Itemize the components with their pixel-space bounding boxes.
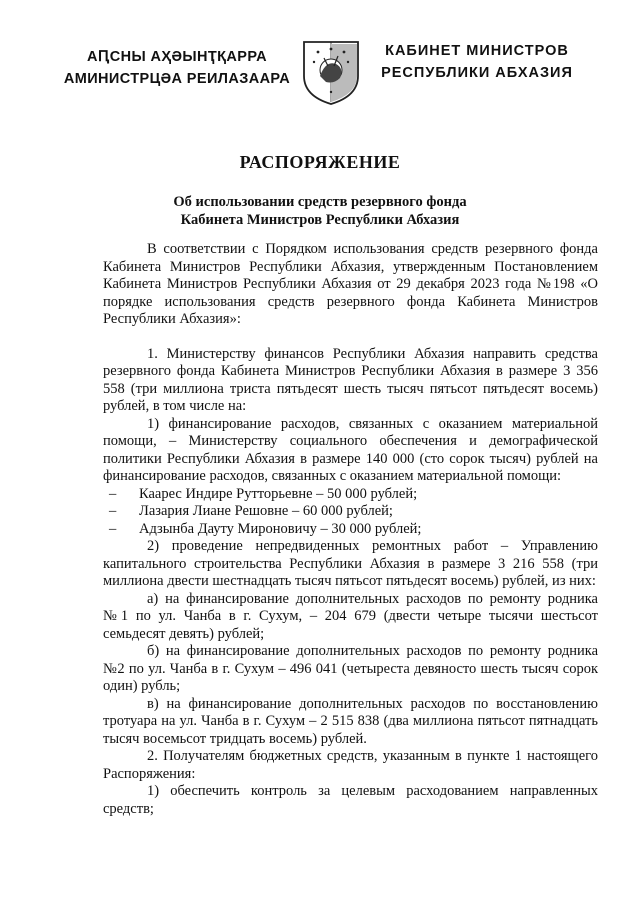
paragraph-1-item-2a: а) на финансирование дополнительных расходов по ремонту родника №1 по ул. Чанба в г. Сухум, – 204 679 (двести четыре тысячи шестьсот семьдесят девять) рублей;	[103, 590, 598, 642]
recipient-list-item: – Каарес Индире Рутторьевне – 50 000 рублей;	[103, 486, 598, 504]
subtitle-line-1: Об использовании средств резервного фонда	[173, 194, 467, 210]
intro-paragraph: В соответствии с Порядком использования средств резервного фонда Кабинета Министров Республики Абхазия, утвержденным Постановлением Кабинета Министров Республики Абхазия от 29 декабря 2023 года №198 «О порядке использования средств резервного фонда Кабинета Министров Республики Абхазия»:	[103, 241, 598, 327]
paragraph-1-item-2: 2) проведение непредвиденных ремонтных работ – Управлению капитального строительства Республики Абхазия в размере 3 216 558 (три миллиона двести шестнадцать тысяч пятьсот пятьдесят восемь) рублей, из них:	[103, 538, 598, 589]
paragraph-1: 1. Министерству финансов Республики Абхазия направить средства резервного фонда Кабинета Министров Республики Абхазия в размере 3 356 558 (три миллиона триста пятьдесят шесть тысяч пятьсот пятьдесят восемь) рублей, в том числе на:	[103, 345, 598, 414]
paragraph-1-item-1: 1) финансирование расходов, связанных с оказанием материальной помощи, – Министерству социального обеспечения и демографической политики Республики Абхазия в размере 140 000 (сто сорок тысяч) рублей на финансирование расходов, связанных с оказанием материальной помощи:	[103, 415, 598, 484]
header-russian-line-2: РЕСПУБЛИКИ АБХАЗИЯ	[381, 65, 573, 81]
header-russian	[372, 40, 582, 84]
header-abkhaz-line-2: АМИНИСТРЦӘА РЕИЛАЗААРА	[63, 71, 291, 87]
header-abkhaz-line-1: АԤСНЫ АҲӘЫНҬҚАРРА	[87, 49, 267, 65]
subtitle-line-2: Кабинета Министров Республики Абхазия	[180, 212, 460, 228]
paragraph-1-item-2c: в) на финансирование дополнительных расходов по восстановлению тротуара на ул. Чанба в г. Сухум – 2 515 838 (два миллиона пятьсот пятнадцать тысяч восемьсот тридцать восемь) рублей.	[103, 695, 598, 747]
paragraph-1-item-2b: б) на финансирование дополнительных расходов по ремонту родника №2 по ул. Чанба в г. Сухум – 496 041 (четыреста девяносто шесть тысяч сорок один) рубль;	[103, 643, 598, 694]
document-title: РАСПОРЯЖЕНИЕ	[239, 152, 401, 172]
header-russian-line-1: КАБИНЕТ МИНИСТРОВ	[385, 43, 569, 59]
document-subtitle	[0, 193, 640, 229]
header-abkhaz	[62, 46, 292, 90]
paragraph-2: 2. Получателям бюджетных средств, указанным в пункте 1 настоящего Распоряжения:	[103, 748, 598, 782]
recipient-list-item: – Адзынба Дауту Мироновичу – 30 000 рублей;	[103, 521, 598, 539]
recipient-list-item: – Лазария Лиане Решовне – 60 000 рублей;	[103, 503, 598, 521]
document-body	[103, 241, 598, 818]
coat-of-arms-icon	[300, 40, 362, 106]
paragraph-2-item-1: 1) обеспечить контроль за целевым расходованием направленных средств;	[103, 783, 598, 817]
